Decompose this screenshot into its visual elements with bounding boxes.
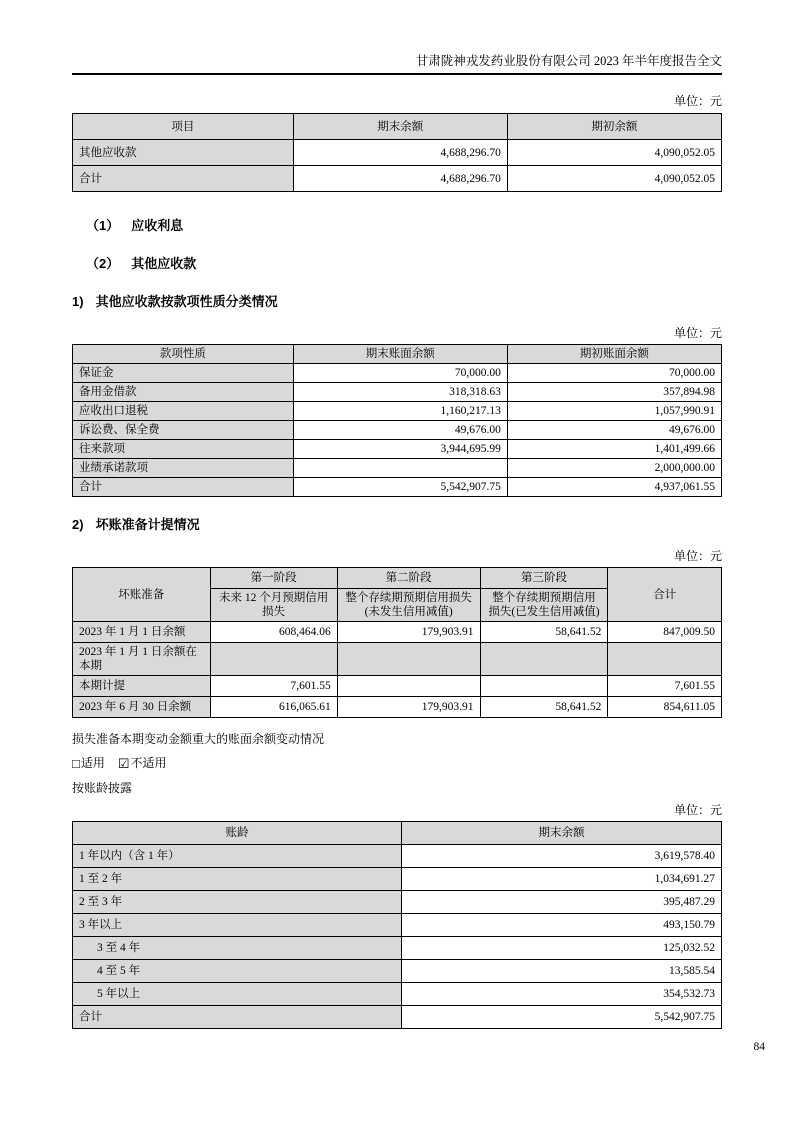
- cell-value: 70,000.00: [293, 364, 507, 383]
- cell-value: 49,676.00: [293, 421, 507, 440]
- cell-value: 318,318.63: [293, 383, 507, 402]
- heading-number: （2）: [86, 256, 120, 271]
- cell-value: 4,090,052.05: [507, 140, 721, 166]
- cell-value: 2,000,000.00: [507, 459, 721, 478]
- cell-value: 3,619,578.40: [402, 845, 722, 868]
- section-heading-interest: [72, 218, 722, 234]
- column-header: 款项性质: [73, 345, 294, 364]
- row-label: 4 至 5 年: [73, 960, 402, 983]
- cell-value: 608,464.06: [210, 622, 337, 643]
- table-row: [73, 983, 722, 1006]
- section-heading-other-receivables: [72, 256, 722, 272]
- column-header: 第二阶段: [337, 568, 480, 589]
- row-label: 2023 年 6 月 30 日余额: [73, 697, 211, 718]
- row-label: 1 至 2 年: [73, 868, 402, 891]
- cell-value: [480, 676, 608, 697]
- cell-value: 49,676.00: [507, 421, 721, 440]
- table-row: [73, 622, 722, 643]
- checkbox-checked-icon: ☑: [117, 756, 130, 771]
- cell-value: 1,160,217.13: [293, 402, 507, 421]
- table-row: [73, 402, 722, 421]
- cell-value: 395,487.29: [402, 891, 722, 914]
- column-header: 期末余额: [293, 114, 507, 140]
- table-row: [73, 937, 722, 960]
- row-label: 应收出口退税: [73, 402, 294, 421]
- table-row: [73, 383, 722, 402]
- unit-label: 单位：元: [673, 94, 722, 108]
- cell-value: 847,009.50: [608, 622, 722, 643]
- table-row: [73, 697, 722, 718]
- cell-value: 493,150.79: [402, 914, 722, 937]
- row-label: 2023 年 1 月 1 日余额: [73, 622, 211, 643]
- cell-value: [480, 643, 608, 676]
- aging-disclosure-note: 按账龄披露: [72, 781, 133, 795]
- row-label: 业绩承诺款项: [73, 459, 294, 478]
- nature-table: [72, 344, 722, 497]
- table-row: [73, 421, 722, 440]
- row-label: 1 年以内（含 1 年）: [73, 845, 402, 868]
- column-subheader: 未来 12 个月预期信用损失: [210, 589, 337, 622]
- cell-value: 13,585.54: [402, 960, 722, 983]
- cell-value: 125,032.52: [402, 937, 722, 960]
- heading-text: 其他应收款按款项性质分类情况: [95, 294, 278, 309]
- section-heading-nature: [72, 294, 722, 310]
- heading-text: 坏账准备计提情况: [95, 517, 200, 532]
- column-header: 合计: [608, 568, 722, 622]
- cell-value: 58,641.52: [480, 697, 608, 718]
- page-number: 84: [753, 1041, 765, 1053]
- table-row: [73, 459, 722, 478]
- row-label: 诉讼费、保全费: [73, 421, 294, 440]
- table-row: [73, 440, 722, 459]
- table-header-row: [73, 345, 722, 364]
- row-label: 保证金: [73, 364, 294, 383]
- summary-table: [72, 113, 722, 192]
- cell-value: 4,688,296.70: [293, 166, 507, 192]
- applicable-option: [72, 756, 105, 771]
- column-header: 期末余额: [402, 822, 722, 845]
- cell-value: 1,057,990.91: [507, 402, 721, 421]
- row-label: 2 至 3 年: [73, 891, 402, 914]
- row-label: 合计: [73, 166, 294, 192]
- cell-value: 357,894.98: [507, 383, 721, 402]
- column-subheader: 整个存续期预期信用损失(未发生信用减值): [337, 589, 480, 622]
- table-row-total: [73, 478, 722, 497]
- section-heading-bad-debt: [72, 517, 722, 533]
- column-header: 坏账准备: [73, 568, 211, 622]
- cell-value: 179,903.91: [337, 622, 480, 643]
- page-content: [72, 0, 722, 1029]
- heading-number: 1): [72, 294, 84, 309]
- cell-value: [608, 643, 722, 676]
- cell-value: 616,065.61: [210, 697, 337, 718]
- column-header: 账龄: [73, 822, 402, 845]
- cell-value: 70,000.00: [507, 364, 721, 383]
- heading-text: 应收利息: [131, 218, 184, 233]
- cell-value: 1,401,499.66: [507, 440, 721, 459]
- cell-value: [293, 459, 507, 478]
- column-subheader: 整个存续期预期信用损失(已发生信用减值): [480, 589, 608, 622]
- heading-number: （1）: [86, 218, 120, 233]
- applicable-label: 适用: [80, 756, 105, 770]
- loss-change-note: 损失准备本期变动金额重大的账面余额变动情况: [72, 732, 325, 746]
- column-header: 期初余额: [507, 114, 721, 140]
- cell-value: 58,641.52: [480, 622, 608, 643]
- table-row: [73, 364, 722, 383]
- cell-value: 3,944,695.99: [293, 440, 507, 459]
- column-header: 期末账面余额: [293, 345, 507, 364]
- cell-value: 4,090,052.05: [507, 166, 721, 192]
- cell-value: [210, 643, 337, 676]
- row-label: 2023 年 1 月 1 日余额在本期: [73, 643, 211, 676]
- table-row: [73, 845, 722, 868]
- cell-value: 4,937,061.55: [507, 478, 721, 497]
- row-label: 其他应收款: [73, 140, 294, 166]
- cell-value: [337, 643, 480, 676]
- row-label: 3 年以上: [73, 914, 402, 937]
- column-header: 第一阶段: [210, 568, 337, 589]
- row-label: 合计: [73, 478, 294, 497]
- cell-value: [337, 676, 480, 697]
- table-row: [73, 676, 722, 697]
- table-row: [73, 643, 722, 676]
- column-header: 项目: [73, 114, 294, 140]
- unit-label: 单位：元: [673, 549, 722, 563]
- row-label: 备用金借款: [73, 383, 294, 402]
- table-row: [73, 868, 722, 891]
- not-applicable-label: 不适用: [130, 756, 167, 770]
- table-row-total: [73, 1006, 722, 1029]
- table-header-row: [73, 568, 722, 589]
- row-label: 合计: [73, 1006, 402, 1029]
- column-header: 第三阶段: [480, 568, 608, 589]
- heading-number: 2): [72, 517, 84, 532]
- table-row: [73, 914, 722, 937]
- table-row: [73, 960, 722, 983]
- unit-label: 单位：元: [673, 326, 722, 340]
- row-label: 5 年以上: [73, 983, 402, 1006]
- column-header: 期初账面余额: [507, 345, 721, 364]
- cell-value: 5,542,907.75: [293, 478, 507, 497]
- cell-value: 354,532.73: [402, 983, 722, 1006]
- table-header-row: [73, 114, 722, 140]
- row-label: 本期计提: [73, 676, 211, 697]
- table-header-row: [73, 822, 722, 845]
- aging-table: [72, 821, 722, 1029]
- cell-value: 854,611.05: [608, 697, 722, 718]
- table-row: [73, 891, 722, 914]
- cell-value: 7,601.55: [210, 676, 337, 697]
- row-label: 往来款项: [73, 440, 294, 459]
- heading-text: 其他应收款: [131, 256, 197, 271]
- not-applicable-option: [118, 756, 167, 771]
- bad-debt-table: [72, 567, 722, 718]
- cell-value: 5,542,907.75: [402, 1006, 722, 1029]
- cell-value: 4,688,296.70: [293, 140, 507, 166]
- checkbox-unchecked-icon: □: [72, 756, 80, 771]
- cell-value: 7,601.55: [608, 676, 722, 697]
- table-row-total: [73, 166, 722, 192]
- cell-value: 179,903.91: [337, 697, 480, 718]
- unit-label: 单位：元: [673, 803, 722, 817]
- row-label: 3 至 4 年: [73, 937, 402, 960]
- cell-value: 1,034,691.27: [402, 868, 722, 891]
- report-header-title: 甘肃陇神戎发药业股份有限公司 2023 年半年度报告全文: [72, 0, 722, 75]
- table-row: [73, 140, 722, 166]
- applicable-line: [72, 756, 722, 772]
